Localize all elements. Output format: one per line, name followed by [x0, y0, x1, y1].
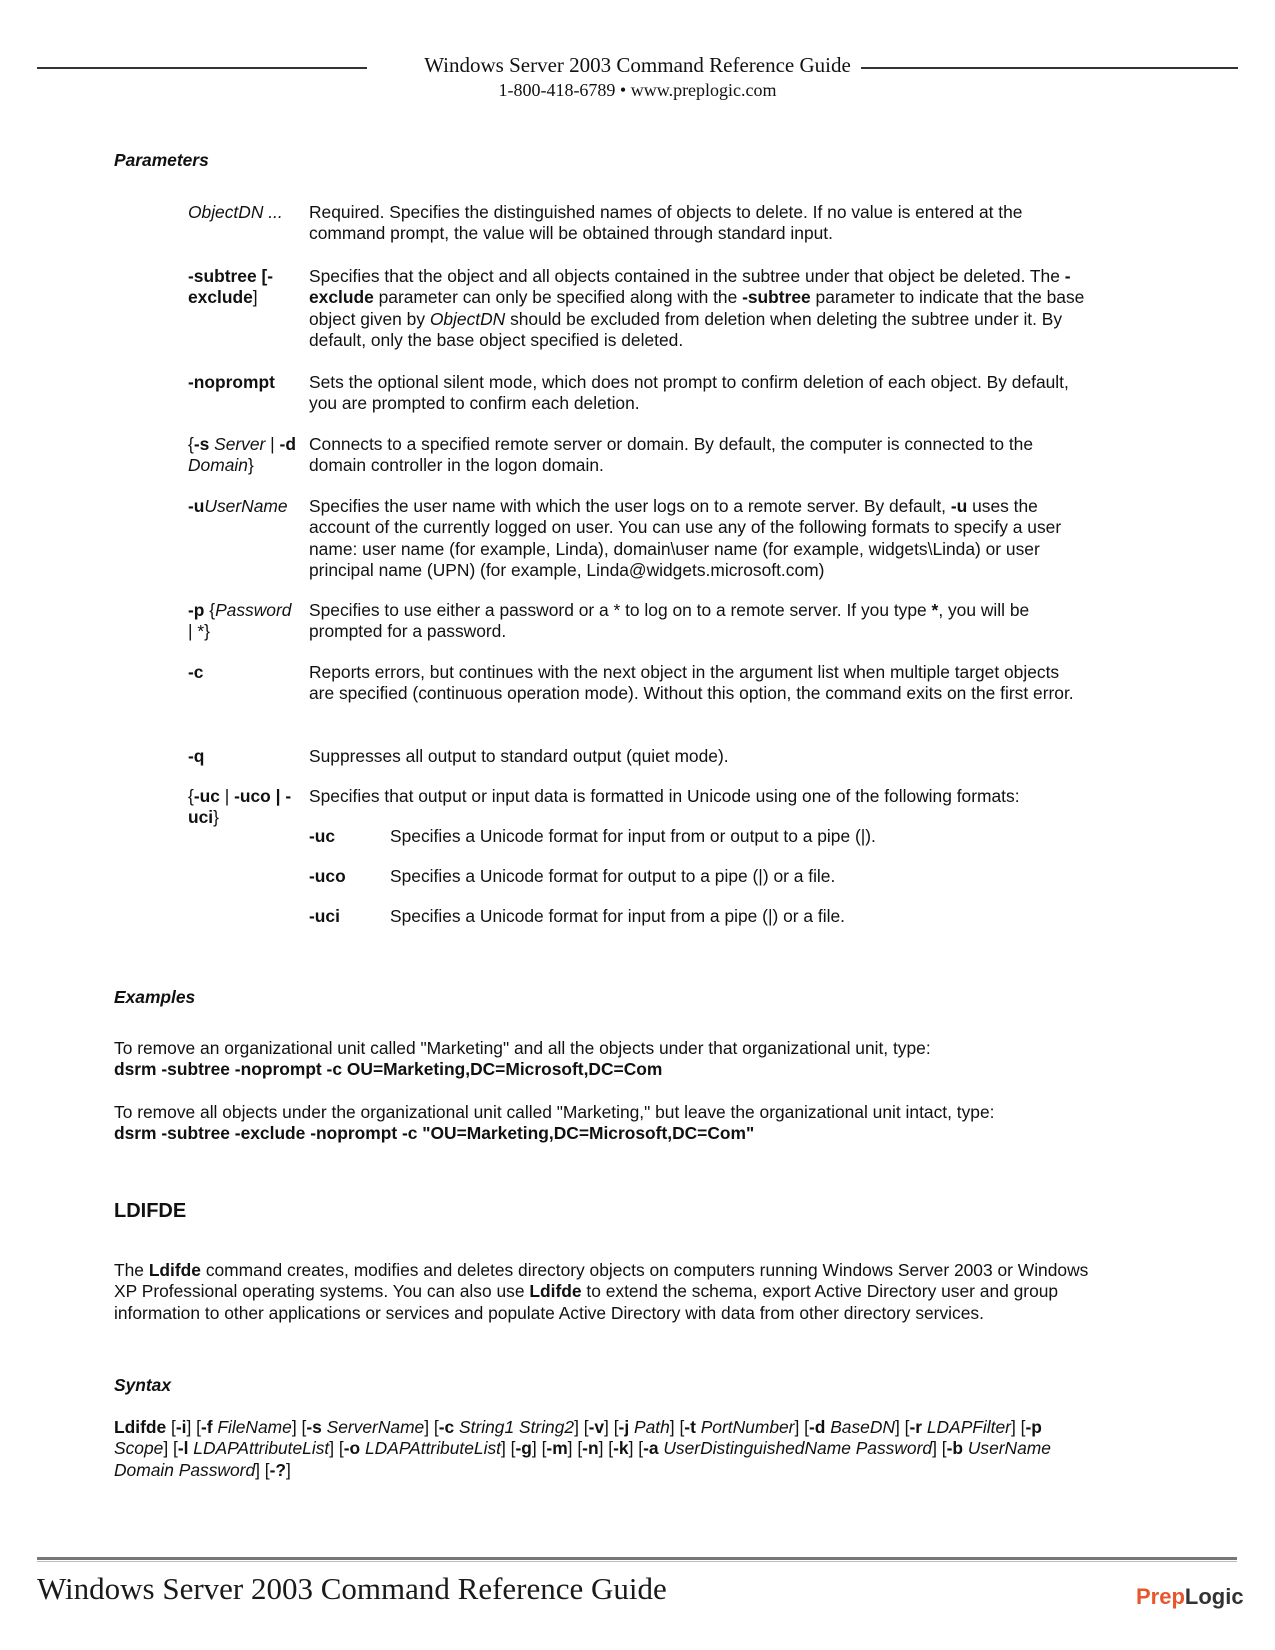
- syntax-token: ] [: [574, 1417, 589, 1437]
- syntax-token: LDAPAttributeList: [360, 1438, 501, 1459]
- syntax-token: ] [: [628, 1438, 644, 1459]
- desc-part: -subtree: [742, 287, 811, 308]
- syntax-token: ] [: [894, 1417, 910, 1437]
- term-part: Domain: [188, 455, 248, 476]
- syntax-token: -d: [808, 1417, 826, 1437]
- term-part: -subtree [-: [188, 266, 274, 286]
- syntax-token: ]: [286, 1459, 291, 1480]
- unicode-option-term: -uc: [309, 826, 336, 846]
- syntax-token: UserDistinguishedName Password: [658, 1438, 933, 1459]
- syntax-token: -i: [175, 1417, 187, 1437]
- desc-part: should be excluded from deletion when deleting the subtree under it. By default, only the base object specified is deleted.: [309, 308, 1063, 350]
- parameters-heading: Parameters: [114, 150, 209, 170]
- syntax-token: FileName: [212, 1417, 292, 1437]
- term-part: Password: [215, 600, 292, 620]
- syntax-token: ] [: [604, 1417, 619, 1437]
- syntax-token: ] [: [669, 1417, 685, 1437]
- footer-rule: [37, 1557, 1237, 1560]
- desc-part: -u: [950, 496, 968, 516]
- syntax-token: -c: [438, 1417, 455, 1437]
- term-part: }: [247, 455, 254, 476]
- example-command: dsrm -subtree -noprompt -c OU=Marketing,DC=Microsoft,DC=Com: [114, 1059, 663, 1080]
- param-desc: Specifies that output or input data is formatted in Unicode using one of the following formats:: [309, 786, 1020, 806]
- param-desc: Required. Specifies the distinguished names of objects to delete. If no value is entered at the command prompt, the value will be obtained through standard input.: [309, 202, 1023, 244]
- header-title: [0, 52, 1275, 78]
- intro-part: The: [114, 1260, 149, 1280]
- desc-part: , you will be prompted for a password.: [309, 600, 1030, 642]
- unicode-option-term: -uci: [309, 906, 340, 926]
- footer-title: Windows Server 2003 Command Reference Guide: [37, 1571, 667, 1606]
- syntax-token: ServerName: [321, 1417, 425, 1437]
- syntax-token: ] [: [794, 1417, 809, 1437]
- syntax-token: PortNumber: [695, 1417, 795, 1437]
- term-part: | -: [270, 786, 292, 806]
- desc-part: *: [931, 600, 939, 620]
- syntax-heading: Syntax: [114, 1375, 172, 1395]
- unicode-option-desc: Specifies a Unicode format for output to a pipe (|) or a file.: [390, 866, 836, 886]
- syntax-token: Ldifde: [114, 1417, 167, 1437]
- syntax-token: -f: [200, 1417, 213, 1437]
- param-term: [188, 434, 306, 477]
- syntax-token: -t: [684, 1417, 696, 1437]
- example-block: [114, 1038, 1094, 1081]
- term-part: -p: [188, 600, 205, 620]
- desc-part: parameter can only be specified along with the: [373, 287, 743, 308]
- term-part: |: [265, 434, 280, 454]
- syntax-token: UserName Domain Password: [114, 1438, 1051, 1480]
- intro-part: Ldifde: [148, 1260, 201, 1280]
- example-block: [114, 1102, 1094, 1145]
- term-part: -s: [193, 434, 210, 454]
- header-contact: 1-800-418-6789 • www.preplogic.com: [498, 80, 777, 100]
- param-term: [188, 600, 306, 643]
- syntax-token: LDAPFilter: [922, 1417, 1011, 1437]
- logo-prep: Prep: [1136, 1584, 1185, 1609]
- syntax-token: String1 String2: [454, 1417, 575, 1437]
- term-part: -uc: [193, 786, 220, 806]
- example-text: To remove all objects under the organizational unit called "Marketing," but leave the organizational unit intact, type:: [114, 1102, 995, 1122]
- syntax-token: -j: [618, 1417, 630, 1437]
- term-part: -d: [279, 434, 296, 454]
- desc-part: Specifies the user name with which the user logs on to a remote server. By default,: [309, 496, 951, 516]
- param-term: -noprompt: [188, 372, 275, 392]
- ldifde-heading: LDIFDE: [114, 1200, 187, 1222]
- param-desc: Suppresses all output to standard output (quiet mode).: [309, 746, 729, 766]
- desc-part: uses the account of the currently logged on user. You can use any of the following formats to specify a user name: user name (for example, Linda), domain\user name (for example, widgets\Linda) or user principal name (UPN) (for example, Linda@widgets.microsoft.com): [309, 496, 1062, 580]
- example-text: To remove an organizational unit called "Marketing" and all the objects under that organizational unit, type:: [114, 1038, 931, 1058]
- param-desc: [309, 600, 1089, 643]
- term-part: Server: [209, 434, 266, 454]
- header-title-text: Windows Server 2003 Command Reference Guide: [414, 53, 861, 77]
- term-part: uci: [188, 807, 214, 828]
- intro-part: command creates, modifies and deletes directory objects on computers running Windows Server 2003 or Windows XP Professional operating systems. You can also use: [114, 1260, 1089, 1302]
- intro-part: to extend the schema, export Active Directory user and group information to other applications or services and populate Active Directory with data from other directory services.: [114, 1281, 1059, 1323]
- logo-logic: Logic: [1184, 1584, 1244, 1609]
- syntax-token: BaseDN: [825, 1417, 895, 1437]
- term-part: UserName: [204, 496, 288, 516]
- syntax-token: [: [166, 1417, 176, 1437]
- syntax-token: Scope: [114, 1438, 164, 1459]
- syntax-token: -v: [588, 1417, 605, 1437]
- syntax-token: ] [: [424, 1417, 439, 1437]
- syntax-token: -k: [613, 1438, 629, 1459]
- param-term: [188, 496, 306, 517]
- param-term: [188, 786, 306, 829]
- syntax-token: ] [: [291, 1417, 307, 1437]
- syntax-token: ] [: [186, 1417, 201, 1437]
- syntax-token: -a: [643, 1438, 659, 1459]
- term-part: {: [188, 434, 194, 454]
- ldifde-syntax: [114, 1417, 1094, 1481]
- param-term: -q: [188, 746, 205, 766]
- syntax-token: ] [: [531, 1438, 547, 1459]
- syntax-token: Path: [629, 1417, 670, 1437]
- syntax-token: LDAPAttributeList: [188, 1438, 330, 1459]
- syntax-token: ] [: [255, 1459, 270, 1480]
- unicode-option-term: -uco: [309, 866, 346, 886]
- param-desc: Connects to a specified remote server or domain. By default, the computer is connected to the domain controller in the logon domain.: [309, 434, 1034, 476]
- syntax-token: -s: [306, 1417, 322, 1437]
- footer-rule-shadow: [37, 1561, 1237, 1562]
- param-desc: Sets the optional silent mode, which does not prompt to confirm deletion of each object. By default, you are prompted to confirm each deletion.: [309, 372, 1069, 414]
- unicode-option-desc: Specifies a Unicode format for input from a pipe (|) or a file.: [390, 906, 845, 926]
- syntax-token: -o: [343, 1438, 361, 1459]
- examples-heading: Examples: [114, 987, 196, 1007]
- param-term: -c: [188, 662, 204, 682]
- term-part: ]: [252, 287, 258, 308]
- param-term: [188, 266, 306, 309]
- syntax-token: -r: [909, 1417, 923, 1437]
- param-desc: [309, 266, 1089, 351]
- syntax-token: -l: [177, 1438, 189, 1459]
- preplogic-logo: [1136, 1584, 1244, 1610]
- syntax-token: -b: [946, 1438, 963, 1459]
- param-desc: [309, 496, 1089, 581]
- syntax-token: ] [: [598, 1438, 614, 1459]
- param-desc: Reports errors, but continues with the next object in the argument list when multiple target objects are specified (continuous operation mode). Without this option, the command exits on the first error.: [309, 662, 1074, 704]
- term-part: {: [204, 600, 216, 620]
- ldifde-intro: [114, 1260, 1094, 1324]
- desc-part: ObjectDN: [429, 308, 506, 329]
- syntax-token: ] [: [932, 1438, 947, 1459]
- term-part: }: [213, 807, 219, 828]
- syntax-token: ] [: [329, 1438, 344, 1459]
- term-part: | *}: [188, 621, 210, 642]
- term-part: |: [219, 786, 235, 806]
- term-part: exclude: [188, 287, 253, 308]
- syntax-token: ] [: [1010, 1417, 1026, 1437]
- syntax-token: -g: [515, 1438, 532, 1459]
- syntax-token: -?: [269, 1459, 287, 1480]
- intro-part: Ldifde: [529, 1281, 582, 1302]
- desc-part: Specifies that the object and all objects contained in the subtree under that object be deleted. The: [309, 266, 1065, 286]
- unicode-option-desc: Specifies a Unicode format for input from or output to a pipe (|).: [390, 826, 876, 846]
- syntax-token: ] [: [567, 1438, 583, 1459]
- syntax-token: -m: [546, 1438, 568, 1459]
- desc-part: -exclude: [309, 266, 1071, 308]
- term-part: {: [188, 786, 194, 806]
- syntax-token: ] [: [163, 1438, 178, 1459]
- desc-part: parameter to indicate that the base object given by: [309, 287, 1085, 329]
- desc-part: Specifies to use either a password or a * to log on to a remote server. If you type: [309, 600, 932, 620]
- syntax-token: ] [: [500, 1438, 516, 1459]
- term-part: -uco: [234, 786, 271, 806]
- term-part: -u: [188, 496, 205, 516]
- syntax-token: -p: [1025, 1417, 1042, 1437]
- syntax-token: -n: [582, 1438, 599, 1459]
- param-term: ObjectDN ...: [188, 202, 283, 222]
- example-command: dsrm -subtree -exclude -noprompt -c "OU=Marketing,DC=Microsoft,DC=Com": [114, 1123, 755, 1144]
